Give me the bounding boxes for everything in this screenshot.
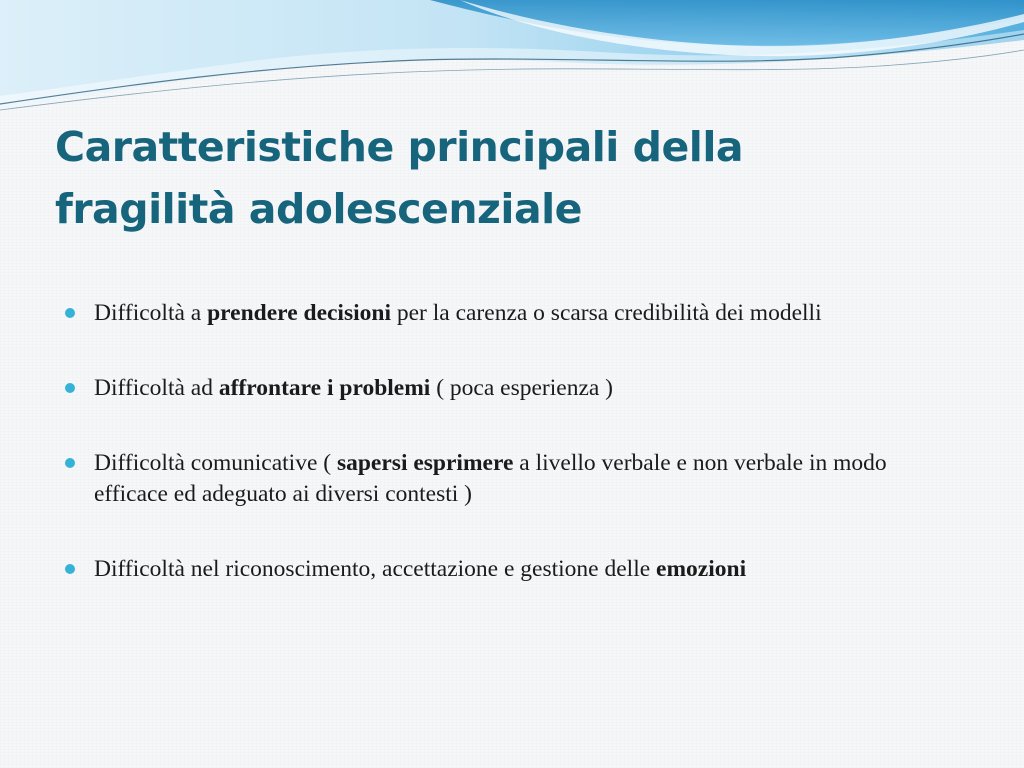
bullet-text: Difficoltà ad (94, 375, 219, 401)
bullet-text: Difficoltà comunicative ( (94, 450, 337, 476)
slide-title (55, 116, 955, 240)
slide-title-line-1: Caratteristiche principali della (55, 123, 744, 171)
bullet-text: a livello verbale e non verbale in modo efficace ed adeguato ai diversi contesti ) (94, 450, 887, 507)
bullet-dot-icon (65, 458, 75, 468)
bullet-emphasis: emozioni (656, 556, 747, 582)
bullet-dot-icon (65, 308, 75, 318)
bullet-item (62, 448, 962, 510)
bullet-item (62, 373, 962, 404)
bullet-list (62, 298, 962, 585)
bullet-dot-icon (65, 564, 75, 574)
bullet-emphasis: prendere decisioni (207, 300, 391, 326)
bullet-text: Difficoltà a (94, 300, 208, 326)
bullet-dot-icon (65, 383, 75, 393)
bullet-text: ( poca esperienza ) (430, 375, 614, 401)
bullet-emphasis: affrontare i problemi (218, 375, 431, 401)
slide-title-line-2: fragilità adolescenziale (55, 185, 582, 233)
bullet-item (62, 298, 962, 329)
bullet-text: Difficoltà nel riconoscimento, accettazione e gestione delle (94, 556, 657, 582)
bullet-emphasis: sapersi esprimere (336, 450, 514, 476)
bullet-item (62, 554, 962, 585)
bullet-text: per la carenza o scarsa credibilità dei modelli (390, 300, 822, 326)
header-wave-decoration (0, 0, 1024, 130)
